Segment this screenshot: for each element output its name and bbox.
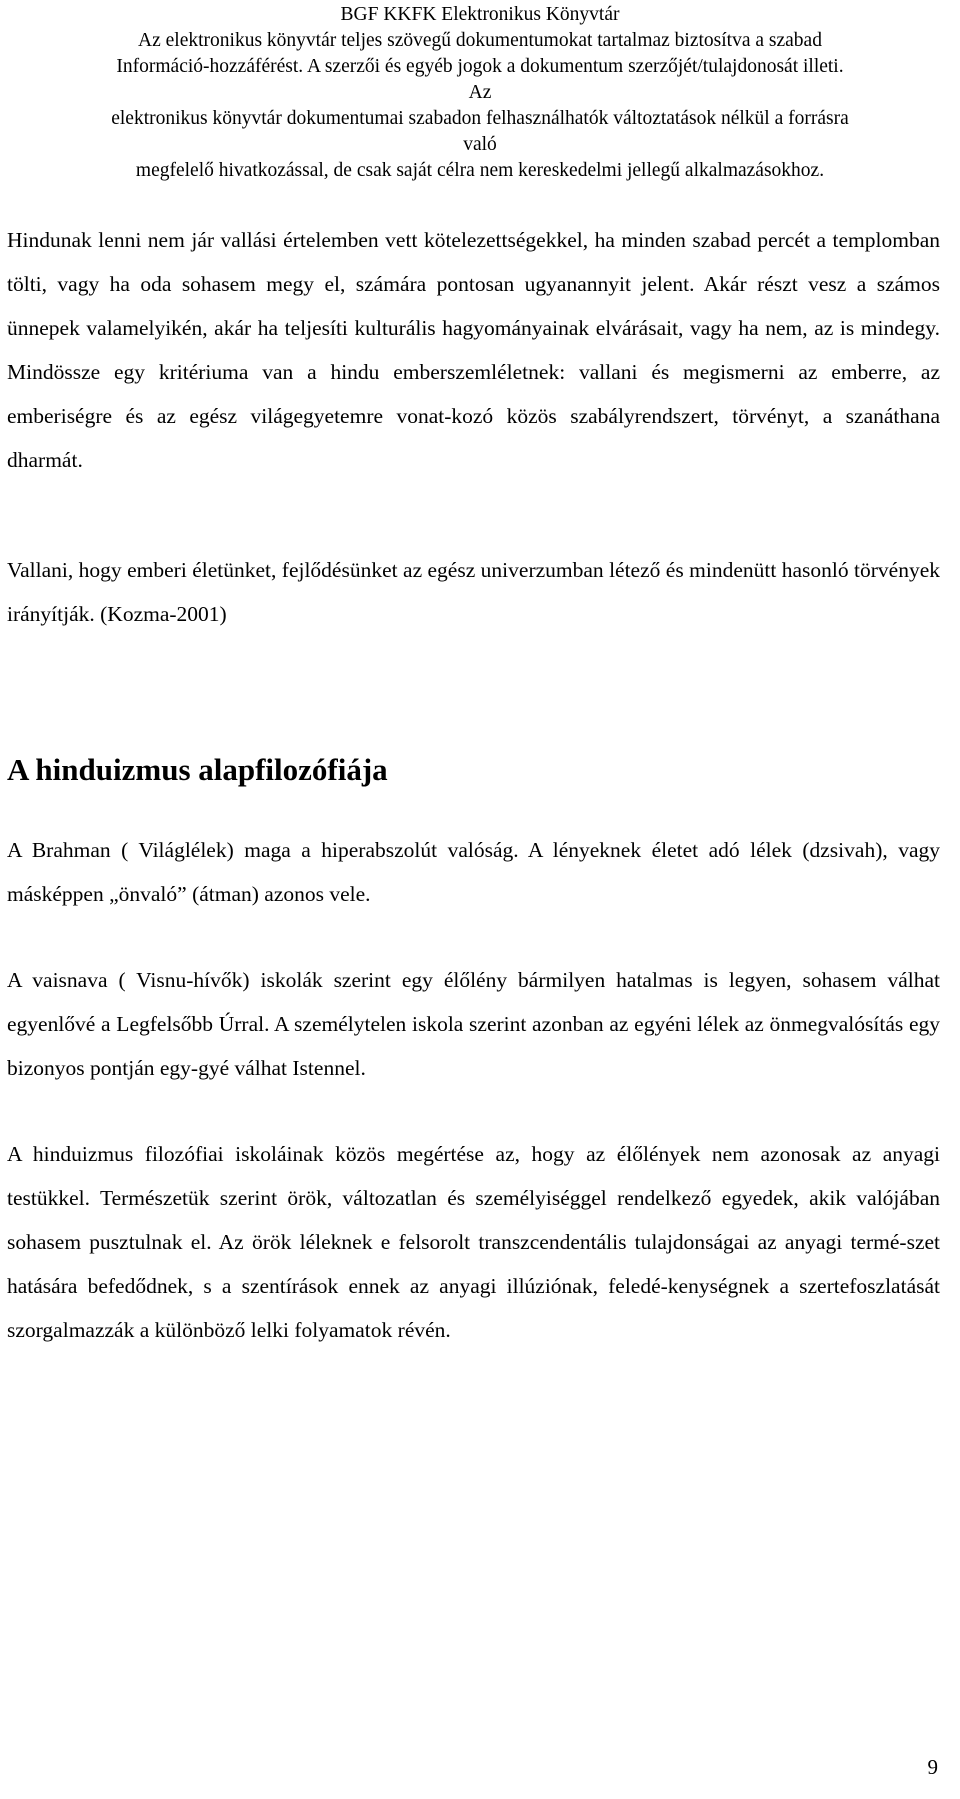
paragraph-universal-law: Vallani, hogy emberi életünket, fejlődésünket az egész univerzumban létező és mindenütt hasonló törvények irányítják. (Kozma-2001) (7, 558, 940, 626)
paragraph-philosophical-schools: A hinduizmus filozófiai iskoláinak közös megértése az, hogy az élőlények nem azonosak az anyagi testükkel. Természetük szerint örök, változatlan és személyiséggel rendelkező egyedek, akik valójában sohasem pusztulnak el. Az örök léleknek e felsorolt transzcendentális tulajdonságai az anyagi termé-szet hatására befedődnek, s a szentírások ennek az anyagi illúziónak, feledé-kenységnek a szertefoszlatását szorgalmazzák a különböző lelki folyamatok révén. (7, 1142, 940, 1342)
header-line-6: való (463, 134, 497, 155)
header-line-3: Információ-hozzáférést. A szerzői és egyéb jogok a dokumentum szerzőjét/tulajdonosát illeti. (116, 56, 844, 77)
header-line-2: Az elektronikus könyvtár teljes szövegű dokumentumokat tartalmaz biztosítva a szabad (138, 30, 822, 51)
section-heading: A hinduizmus alapfilozófiája (7, 752, 388, 787)
header-line-5: elektronikus könyvtár dokumentumai szabadon felhasználhatók változtatások nélkül a forrásra (111, 108, 849, 129)
header-line-7: megfelelő hivatkozással, de csak saját célra nem kereskedelmi jellegű alkalmazásokhoz. (135, 160, 825, 181)
header-line-1: BGF KKFK Elektronikus Könyvtár (340, 4, 620, 25)
page-number: 9 (927, 1755, 938, 1779)
paragraph-hindu-identity: Hindunak lenni nem jár vallási értelemben vett kötelezettségekkel, ha minden szabad percét a templomban tölti, vagy ha oda sohasem megy el, számára pontosan ugyanannyit jelent. Akár részt vesz a számos ünnepek valamelyikén, akár ha teljesíti kulturális hagyományainak elvárásait, vagy ha nem, az is mindegy. Mindössze egy kritériuma van a hindu emberszemléletnek: vallani és megismerni az emberre, az emberiségre és az egész világegyetemre vonat-kozó közös szabályrendszert, törvényt, a szanáthana dharmát. (7, 228, 940, 472)
header-line-4: Az (468, 82, 492, 103)
paragraph-brahman: A Brahman ( Világlélek) maga a hiperabszolút valóság. A lényeknek életet adó lélek (dzsivah), vagy másképpen „önvaló” (átman) azonos vele. (7, 838, 940, 906)
paragraph-vaisnava: A vaisnava ( Visnu-hívők) iskolák szerint egy élőlény bármilyen hatalmas is legyen, sohasem válhat egyenlővé a Legfelsőbb Úrral. A személytelen iskola szerint azonban az egyéni lélek az önmegvalósítás egy bizonyos pontján egy-gyé válhat Istennel. (7, 968, 940, 1080)
library-disclaimer-header (0, 2, 960, 184)
